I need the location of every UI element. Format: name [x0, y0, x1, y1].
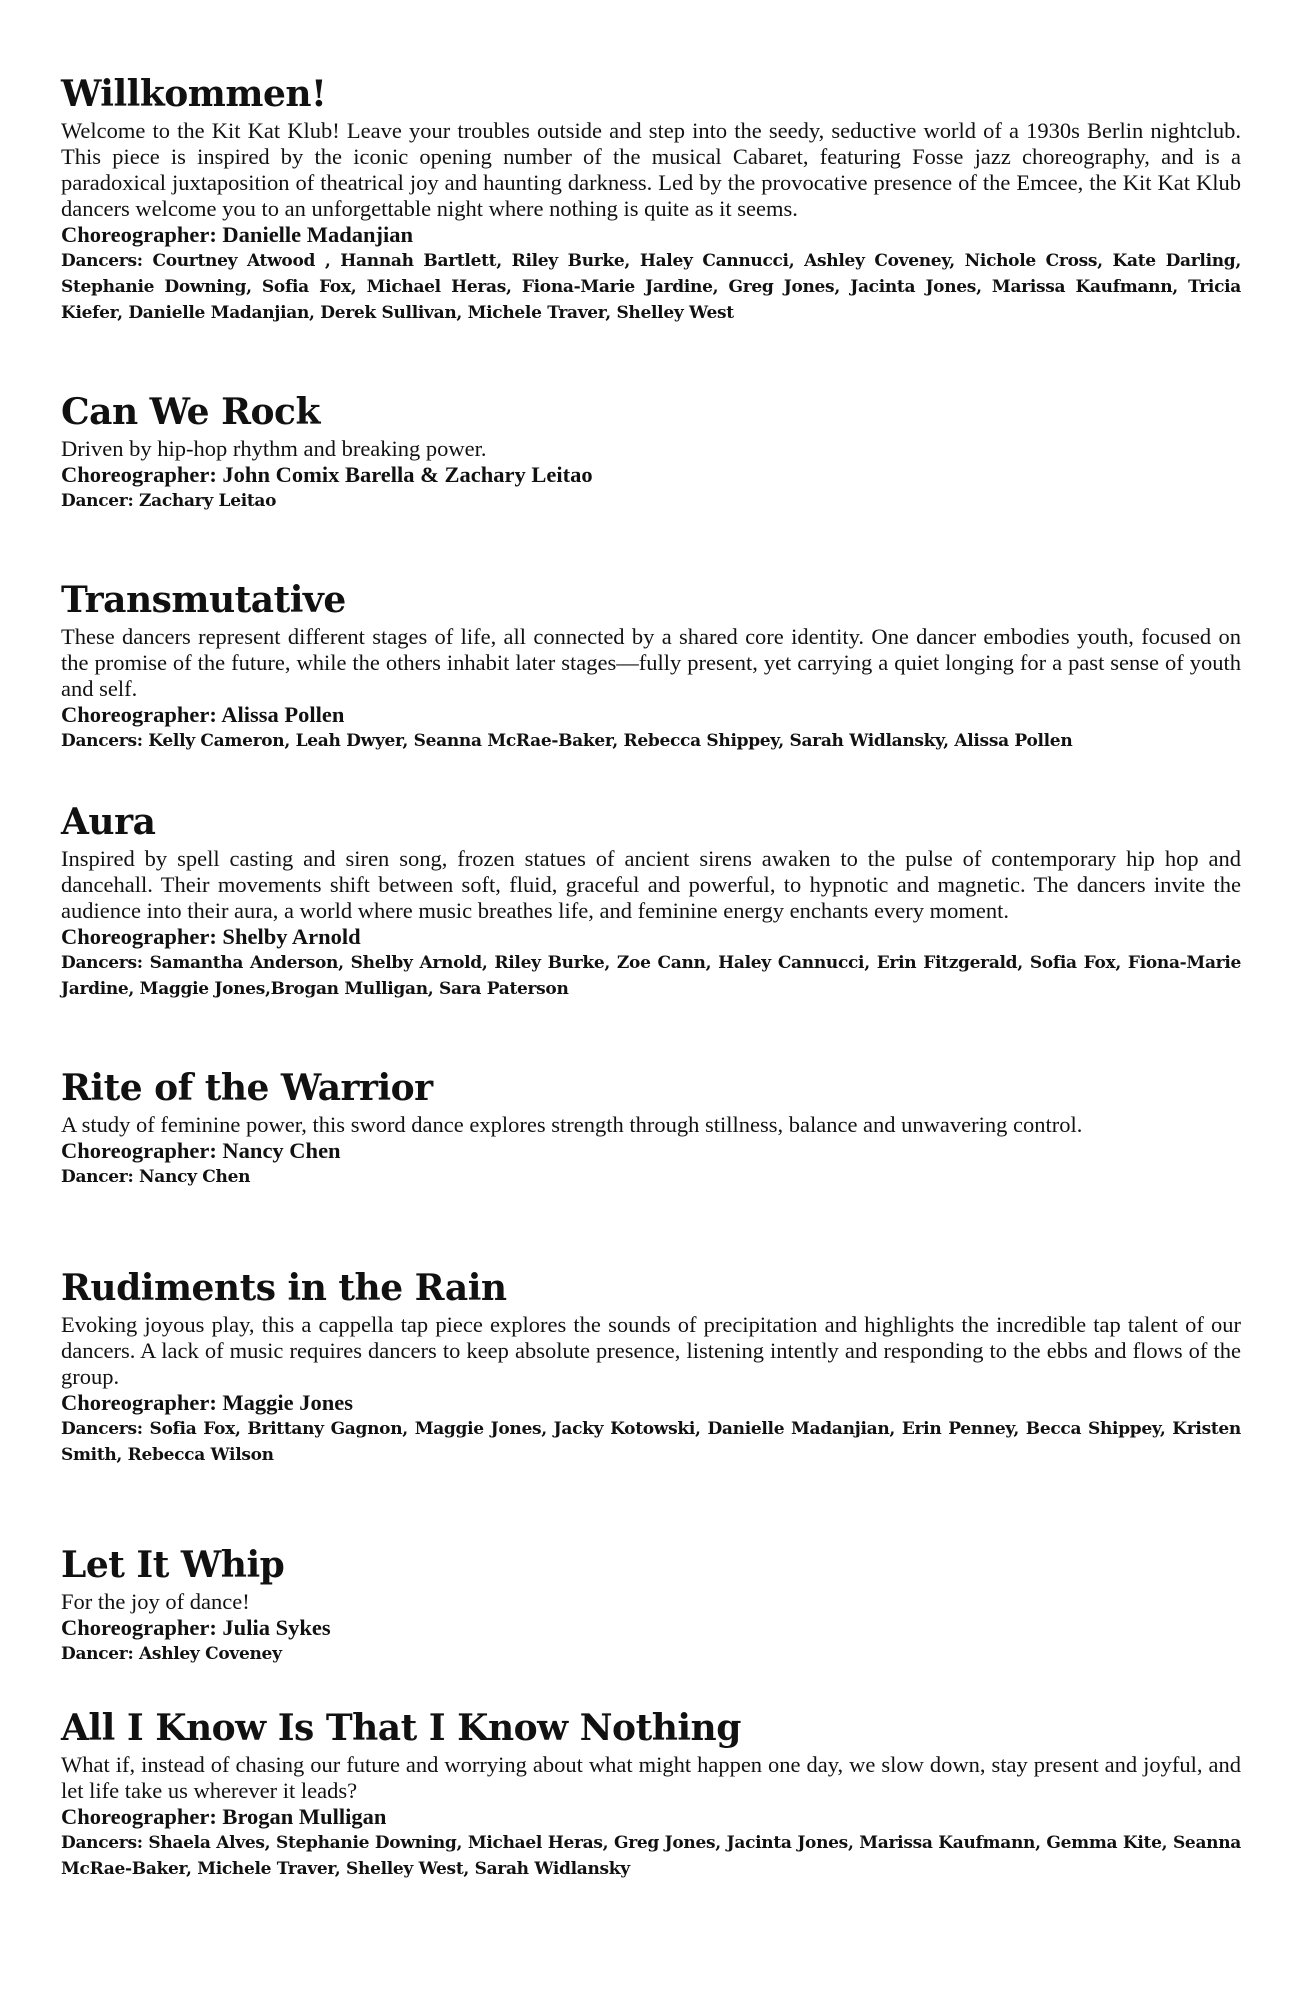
piece-dancers: Dancers: Samantha Anderson, Shelby Arnold, Riley Burke, Zoe Cann, Haley Cannucci, Erin Fitzgerald, Sofia Fox, Fiona-Marie Jardine, Maggie Jones,Brogan Mulligan, Sara Paterson	[61, 953, 1241, 999]
piece-dancers: Dancer: Ashley Coveney	[61, 1644, 282, 1664]
piece-title: Can We Rock	[61, 391, 320, 433]
piece-title: All I Know Is That I Know Nothing	[61, 1707, 741, 1749]
piece-title: Rite of the Warrior	[61, 1067, 433, 1109]
piece-description: For the joy of dance!	[61, 1589, 250, 1614]
piece-rite-of-the-warrior	[61, 1066, 1241, 1190]
piece-description: Inspired by spell casting and siren song, frozen statues of ancient sirens awaken to the pulse of contemporary hip hop and dancehall. Their movements shift between soft, fluid, graceful and powerful, to hypnotic and magnetic. The dancers invite the audience into their aura, a world where music breathes life, and feminine energy enchants every moment.	[61, 846, 1241, 923]
piece-choreographer: Choreographer: John Comix Barella & Zachary Leitao	[61, 462, 593, 487]
piece-description: These dancers represent different stages of life, all connected by a shared core identity. One dancer embodies youth, focused on the promise of the future, while the others inhabit later stages—fully present, yet carrying a quiet longing for a past sense of youth and self.	[61, 624, 1241, 701]
piece-dancers: Dancers: Kelly Cameron, Leah Dwyer, Seanna McRae-Baker, Rebecca Shippey, Sarah Widlansky, Alissa Pollen	[61, 731, 1073, 751]
piece-rudiments-in-the-rain	[61, 1266, 1241, 1468]
piece-willkommen	[61, 72, 1241, 326]
piece-all-i-know-is-that-i-know-nothing	[61, 1706, 1241, 1882]
piece-aura	[61, 800, 1241, 1002]
piece-title: Rudiments in the Rain	[61, 1267, 507, 1309]
piece-choreographer: Choreographer: Julia Sykes	[61, 1615, 331, 1640]
piece-transmutative	[61, 578, 1241, 754]
piece-choreographer: Choreographer: Brogan Mulligan	[61, 1804, 387, 1829]
piece-description: A study of feminine power, this sword dance explores strength through stillness, balance and unwavering control.	[61, 1112, 1083, 1137]
piece-choreographer: Choreographer: Alissa Pollen	[61, 702, 345, 727]
piece-choreographer: Choreographer: Shelby Arnold	[61, 924, 361, 949]
piece-can-we-rock	[61, 390, 1241, 514]
piece-dancers: Dancer: Zachary Leitao	[61, 491, 277, 511]
piece-dancers: Dancers: Shaela Alves, Stephanie Downing, Michael Heras, Greg Jones, Jacinta Jones, Marissa Kaufmann, Gemma Kite, Seanna McRae-Baker, Michele Traver, Shelley West, Sarah Widlansky	[61, 1833, 1241, 1879]
piece-title: Let It Whip	[61, 1544, 285, 1586]
piece-dancers: Dancers: Sofia Fox, Brittany Gagnon, Maggie Jones, Jacky Kotowski, Danielle Madanjian, Erin Penney, Becca Shippey, Kristen Smith, Rebecca Wilson	[61, 1419, 1241, 1465]
piece-dancers: Dancers: Courtney Atwood , Hannah Bartlett, Riley Burke, Haley Cannucci, Ashley Coveney, Nichole Cross, Kate Darling, Stephanie Downing, Sofia Fox, Michael Heras, Fiona-Marie Jardine, Greg Jones, Jacinta Jones, Marissa Kaufmann, Tricia Kiefer, Danielle Madanjian, Derek Sullivan, Michele Traver, Shelley West	[61, 251, 1241, 323]
piece-description: Welcome to the Kit Kat Klub! Leave your troubles outside and step into the seedy, seductive world of a 1930s Berlin nightclub. This piece is inspired by the iconic opening number of the musical Cabaret, featuring Fosse jazz choreography, and is a paradoxical juxtaposition of theatrical joy and haunting darkness. Led by the provocative presence of the Emcee, the Kit Kat Klub dancers welcome you to an unforgettable night where nothing is quite as it seems.	[61, 118, 1241, 221]
piece-title: Willkommen!	[61, 73, 327, 115]
piece-choreographer: Choreographer: Maggie Jones	[61, 1390, 354, 1415]
piece-title: Aura	[61, 801, 156, 843]
piece-let-it-whip	[61, 1543, 1241, 1667]
piece-description: Evoking joyous play, this a cappella tap piece explores the sounds of precipitation and highlights the incredible tap talent of our dancers. A lack of music requires dancers to keep absolute presence, listening intently and responding to the ebbs and flows of the group.	[61, 1312, 1241, 1389]
piece-title: Transmutative	[61, 579, 346, 621]
piece-description: Driven by hip-hop rhythm and breaking power.	[61, 436, 487, 461]
piece-choreographer: Choreographer: Nancy Chen	[61, 1138, 341, 1163]
piece-description: What if, instead of chasing our future and worrying about what might happen one day, we slow down, stay present and joyful, and let life take us wherever it leads?	[61, 1752, 1241, 1803]
piece-choreographer: Choreographer: Danielle Madanjian	[61, 222, 414, 247]
piece-dancers: Dancer: Nancy Chen	[61, 1167, 251, 1187]
